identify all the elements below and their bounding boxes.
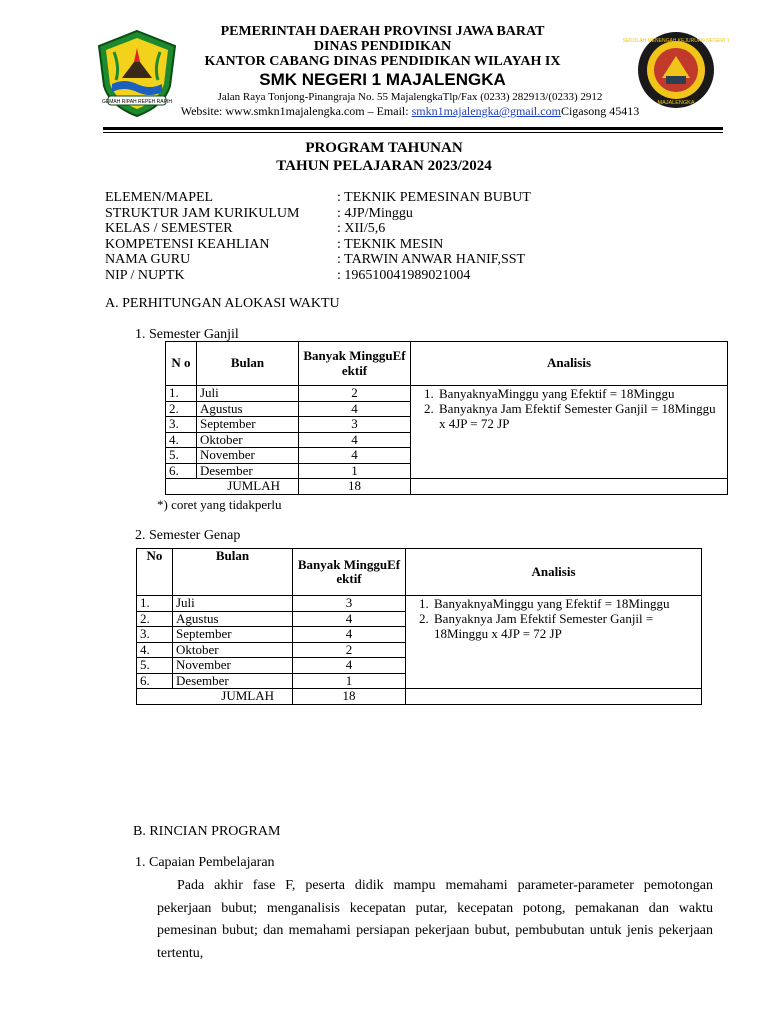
- row-minggu: 2: [293, 642, 406, 658]
- identity-label: ELEMEN/MAPEL: [105, 190, 214, 205]
- identity-value: : 196510041989021004: [337, 267, 471, 283]
- row-minggu: 4: [299, 432, 411, 448]
- identity-value: : TEKNIK PEMESINAN BUBUT: [337, 190, 531, 205]
- row-no: 6.: [166, 463, 197, 479]
- row-bulan: September: [173, 627, 293, 643]
- row-bulan: November: [197, 448, 299, 464]
- row-minggu: 1: [293, 673, 406, 689]
- semester-genap-table: [136, 548, 702, 705]
- semester-ganjil-table: [165, 341, 728, 495]
- col-header-analisis: Analisis: [406, 549, 702, 596]
- email-link[interactable]: smkn1majalengka@gmail.com: [411, 104, 561, 118]
- col-header-minggu: Banyak MingguEfektif: [299, 342, 411, 386]
- identity-label: NIP / NUPTK: [105, 267, 185, 283]
- identity-label: KELAS / SEMESTER: [105, 221, 233, 236]
- row-no: 5.: [166, 448, 197, 464]
- website-prefix: Website: www.smkn1majalengka.com – Email:: [180, 104, 412, 118]
- letterhead-line-3: KANTOR CABANG DINAS PENDIDIKAN WILAYAH IX: [204, 54, 561, 69]
- identity-label: STRUKTUR JAM KURIKULUM: [105, 205, 300, 221]
- analysis-list: [415, 386, 723, 431]
- identity-value: : 4JP/Minggu: [337, 205, 413, 221]
- row-bulan: Oktober: [173, 642, 293, 658]
- analysis-item: 2. Banyaknya Jam Efektif Semester Ganjil = 18Minggu x 4JP = 72 JP: [437, 401, 723, 431]
- row-bulan: Juli: [197, 386, 299, 402]
- row-bulan: Desember: [173, 673, 293, 689]
- row-minggu: 1: [299, 463, 411, 479]
- row-no: 2.: [166, 401, 197, 417]
- row-bulan: Juli: [173, 596, 293, 612]
- identity-value: : TARWIN ANWAR HANIF,SST: [337, 252, 526, 267]
- identity-block: [0, 190, 768, 285]
- school-name: SMK NEGERI 1 MAJALENGKA: [259, 70, 506, 89]
- document-subtitle: TAHUN PELAJARAN 2023/2024: [276, 158, 492, 174]
- letterhead-line-1: PEMERINTAH DAERAH PROVINSI JAWA BARAT: [220, 24, 545, 39]
- total-row: [166, 479, 728, 495]
- section-a-title: A. PERHITUNGAN ALOKASI WAKTU: [105, 296, 340, 311]
- logo-left-motto: GEMAH RIPAH REPEH RAPIH: [102, 99, 172, 105]
- row-minggu: 4: [293, 658, 406, 674]
- row-minggu: 4: [299, 448, 411, 464]
- row-minggu: 3: [299, 417, 411, 433]
- row-no: 2.: [137, 611, 173, 627]
- row-no: 4.: [166, 432, 197, 448]
- letterhead-divider-thin: [103, 132, 723, 133]
- logo-right-ring-text: SEKOLAH MENENGAH KEJURUAN NEGERI 1: [622, 38, 730, 44]
- footnote: *) coret yang tidakperlu: [157, 497, 282, 512]
- analysis-cell: [406, 596, 702, 689]
- row-no: 4.: [137, 642, 173, 658]
- col-header-bulan: Bulan: [197, 342, 299, 386]
- row-no: 3.: [137, 627, 173, 643]
- row-bulan: September: [197, 417, 299, 433]
- letterhead-divider-thick: [103, 127, 723, 130]
- row-no: 1.: [137, 596, 173, 612]
- row-bulan: November: [173, 658, 293, 674]
- table-header-row: [137, 549, 702, 596]
- semester-genap-heading: 2. Semester Genap: [135, 528, 241, 543]
- total-value: 18: [293, 689, 406, 705]
- row-minggu: 4: [293, 627, 406, 643]
- website-line: [100, 104, 720, 118]
- analysis-item: 1. BanyaknyaMinggu yang Efektif = 18Minggu: [437, 386, 723, 401]
- row-no: 1.: [166, 386, 197, 402]
- row-minggu: 3: [293, 596, 406, 612]
- col-header-minggu: Banyak MingguEfektif: [293, 549, 406, 596]
- col-header-no: No: [137, 549, 173, 596]
- total-empty-cell: [411, 479, 728, 495]
- total-label: JUMLAH: [166, 479, 299, 495]
- semester-ganjil-heading: 1. Semester Ganjil: [135, 327, 239, 342]
- identity-value: : XII/5,6: [337, 221, 386, 236]
- school-address: Jalan Raya Tonjong-Pinangraja No. 55 MajalengkaTlp/Fax (0233) 282913/(0233) 2912: [217, 91, 603, 103]
- row-no: 6.: [137, 673, 173, 689]
- total-row: [137, 689, 702, 705]
- row-minggu: 4: [293, 611, 406, 627]
- row-bulan: Agustus: [173, 611, 293, 627]
- analysis-list: [410, 596, 697, 641]
- col-header-no: N o: [166, 342, 197, 386]
- row-bulan: Agustus: [197, 401, 299, 417]
- analysis-cell: [411, 386, 728, 479]
- capaian-paragraph: Pada akhir fase F, peserta didik mampu memahami parameter-parameter pemotongan pekerjaan bubut; menganalisis kecepatan putar, kecepatan potong, pemakanan dan waktu pemesinan bubut; dan memahami persiapan pekerjaan bubut, pembubutan untuk jenis pekerjaan tertentu,: [157, 878, 713, 961]
- document-title: PROGRAM TAHUNAN: [305, 140, 463, 156]
- total-empty-cell: [406, 689, 702, 705]
- website-suffix: Cigasong 45413: [560, 104, 640, 118]
- identity-value: : TEKNIK MESIN: [337, 236, 444, 252]
- identity-label: NAMA GURU: [105, 252, 191, 267]
- col-header-bulan: Bulan: [173, 549, 293, 596]
- total-value: 18: [299, 479, 411, 495]
- row-no: 3.: [166, 417, 197, 433]
- total-label: JUMLAH: [137, 689, 293, 705]
- table-row: [166, 386, 728, 402]
- section-b-title: B. RINCIAN PROGRAM: [133, 824, 281, 839]
- table-row: [137, 596, 702, 612]
- row-minggu: 2: [299, 386, 411, 402]
- capaian-heading: 1. Capaian Pembelajaran: [135, 855, 275, 870]
- analysis-item: 1. BanyaknyaMinggu yang Efektif = 18Minggu: [432, 596, 697, 611]
- letterhead-line-2: DINAS PENDIDIKAN: [313, 39, 452, 54]
- identity-label: KOMPETENSI KEAHLIAN: [105, 236, 270, 252]
- row-bulan: Desember: [197, 463, 299, 479]
- analysis-item: 2. Banyaknya Jam Efektif Semester Ganjil = 18Minggu x 4JP = 72 JP: [432, 611, 697, 641]
- row-bulan: Oktober: [197, 432, 299, 448]
- logo-right-city-text: MAJALENGKA: [657, 100, 695, 106]
- table-header-row: [166, 342, 728, 386]
- row-minggu: 4: [299, 401, 411, 417]
- row-no: 5.: [137, 658, 173, 674]
- col-header-analisis: Analisis: [411, 342, 728, 386]
